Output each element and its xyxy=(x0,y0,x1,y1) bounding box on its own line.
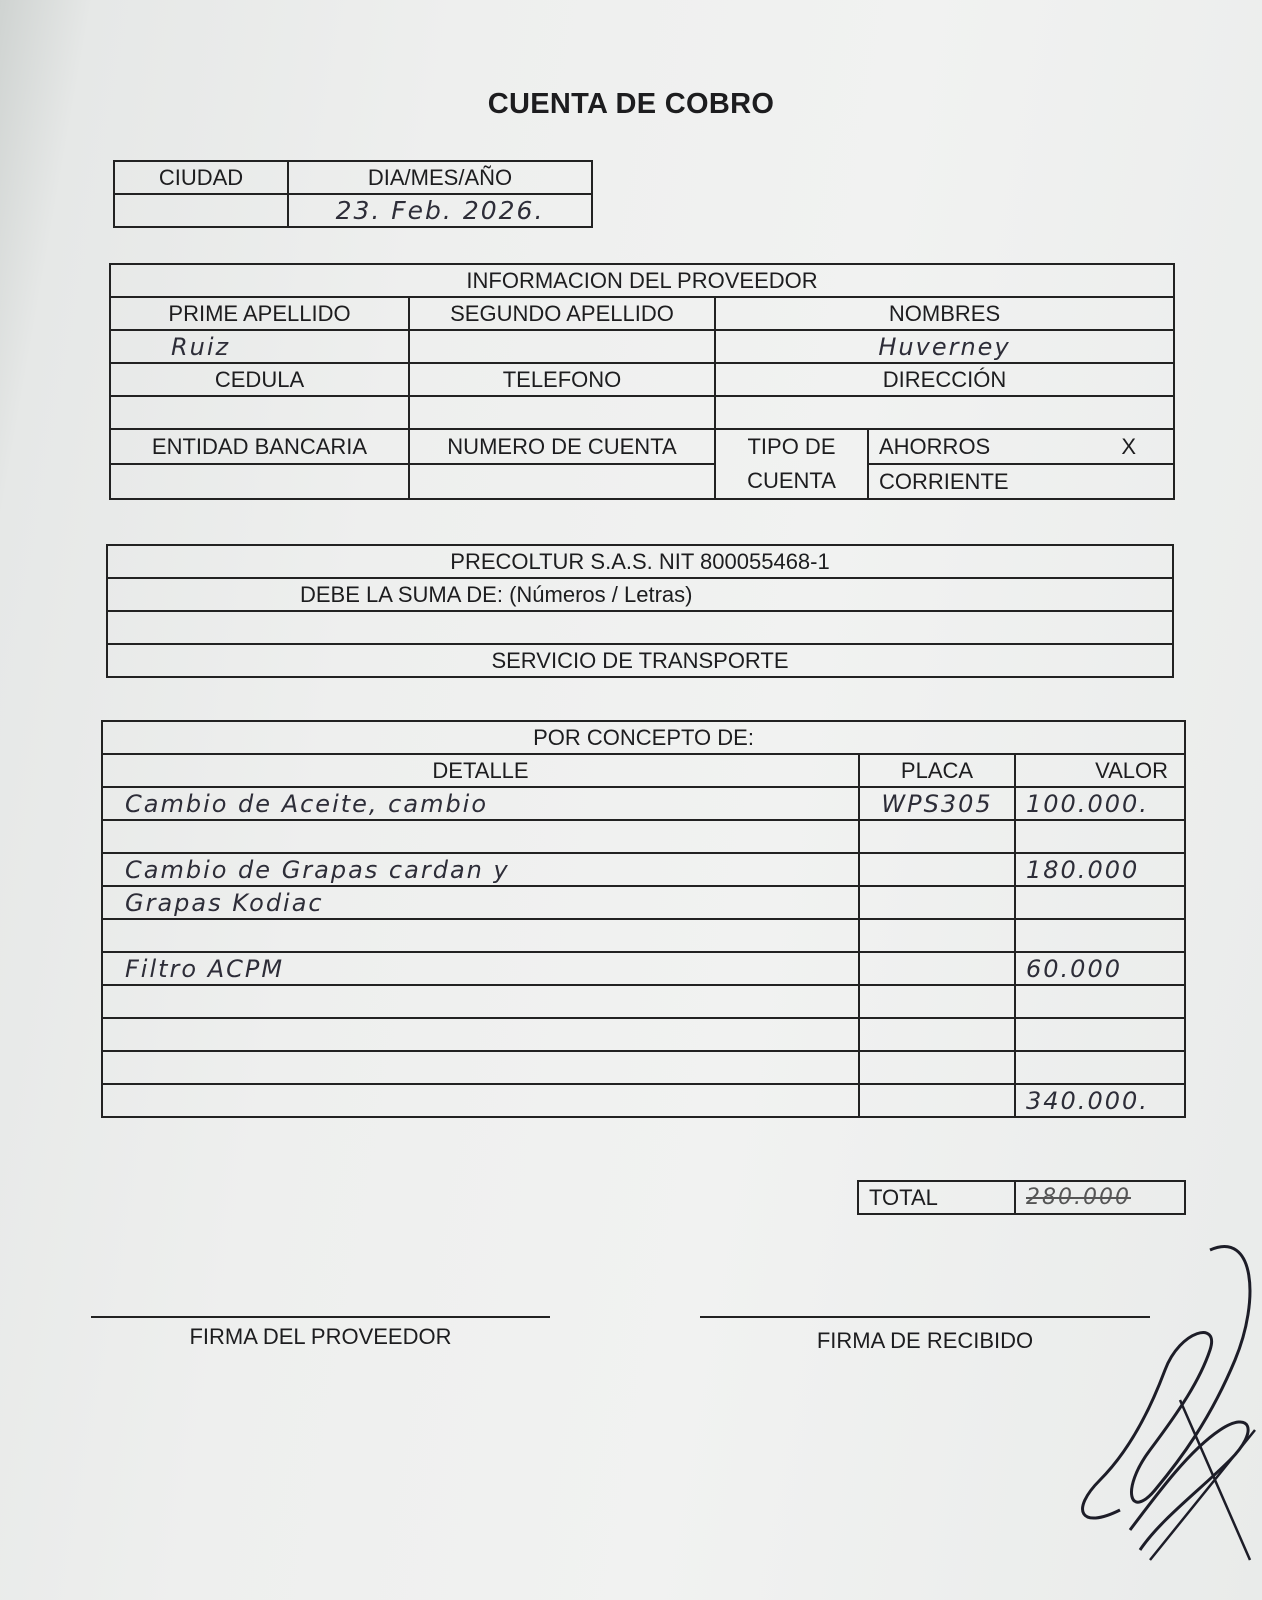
savings-row xyxy=(868,429,1174,464)
plate-label: PLACA xyxy=(859,754,1015,787)
concept-value-cell xyxy=(1015,820,1185,853)
concept-detail-cell xyxy=(102,1018,859,1051)
phone-value xyxy=(409,396,715,429)
first-surname-value: Ruiz xyxy=(110,330,409,363)
concept-plate-cell xyxy=(859,1051,1015,1084)
table-row xyxy=(102,787,1185,820)
concept-value-cell: 60.000 xyxy=(1015,952,1185,985)
concept-plate-cell xyxy=(859,919,1015,952)
date-label: DIA/MES/AÑO xyxy=(288,161,592,194)
concept-value-cell xyxy=(1015,985,1185,1018)
service-line: SERVICIO DE TRANSPORTE xyxy=(107,644,1173,677)
account-number-label: NUMERO DE CUENTA xyxy=(409,429,715,464)
account-number-value xyxy=(409,464,715,499)
city-value xyxy=(114,194,288,227)
table-row xyxy=(102,853,1185,886)
address-value xyxy=(715,396,1174,429)
concept-plate-cell xyxy=(859,985,1015,1018)
phone-label: TELEFONO xyxy=(409,363,715,396)
second-surname-value xyxy=(409,330,715,363)
concept-value-cell xyxy=(1015,919,1185,952)
company-line: PRECOLTUR S.A.S. NIT 800055468-1 xyxy=(107,545,1173,578)
concept-value-cell: 180.000 xyxy=(1015,853,1185,886)
table-row xyxy=(102,919,1185,952)
value-label: VALOR xyxy=(1015,754,1185,787)
date-value: 23. Feb. 2026. xyxy=(288,194,592,227)
concept-plate-cell xyxy=(859,820,1015,853)
concept-detail-cell: Grapas Kodiac xyxy=(102,886,859,919)
savings-label: AHORROS xyxy=(879,433,991,459)
concept-header: POR CONCEPTO DE: xyxy=(102,721,1185,754)
concept-value-cell xyxy=(1015,1018,1185,1051)
bank-label: ENTIDAD BANCARIA xyxy=(110,429,409,464)
provider-header: INFORMACION DEL PROVEEDOR xyxy=(110,264,1174,297)
concept-plate-cell xyxy=(859,886,1015,919)
table-row xyxy=(102,820,1185,853)
concept-plate-cell: WPS305 xyxy=(859,787,1015,820)
table-row xyxy=(102,985,1185,1018)
concept-detail-cell: Cambio de Grapas cardan y xyxy=(102,853,859,886)
concept-detail-cell xyxy=(102,985,859,1018)
checking-label: CORRIENTE xyxy=(868,464,1174,499)
concept-detail-cell xyxy=(102,1084,859,1117)
date-table xyxy=(113,160,593,228)
concept-value-cell: 340.000. xyxy=(1015,1084,1185,1117)
concept-plate-cell xyxy=(859,1018,1015,1051)
concept-plate-cell xyxy=(859,1084,1015,1117)
concept-detail-cell: Filtro ACPM xyxy=(102,952,859,985)
concept-detail-cell xyxy=(102,820,859,853)
handwritten-signature xyxy=(1060,1230,1260,1580)
first-surname-label: PRIME APELLIDO xyxy=(110,297,409,330)
names-value: Huverney xyxy=(715,330,1174,363)
concept-value-cell: 100.000. xyxy=(1015,787,1185,820)
total-label: TOTAL xyxy=(858,1181,1015,1214)
provider-signature-label: FIRMA DEL PROVEEDOR xyxy=(189,1324,452,1349)
concept-plate-cell xyxy=(859,952,1015,985)
concept-detail-cell xyxy=(102,919,859,952)
concept-value-cell xyxy=(1015,886,1185,919)
table-row xyxy=(102,1084,1185,1117)
owes-value xyxy=(107,611,1173,644)
account-type-label: TIPO DE CUENTA xyxy=(715,429,868,499)
city-label: CIUDAD xyxy=(114,161,288,194)
bank-value xyxy=(110,464,409,499)
total-struck-value: 280.000 xyxy=(1015,1181,1185,1214)
table-row xyxy=(102,886,1185,919)
table-row xyxy=(102,952,1185,985)
received-signature-label: FIRMA DE RECIBIDO xyxy=(816,1328,1034,1353)
total-table xyxy=(857,1180,1186,1215)
provider-signature-line xyxy=(91,1316,550,1318)
table-row xyxy=(102,1051,1185,1084)
address-label: DIRECCIÓN xyxy=(715,363,1174,396)
debtor-table xyxy=(106,544,1174,678)
document-title: CUENTA DE COBRO xyxy=(487,88,775,120)
savings-mark: X xyxy=(1121,433,1137,459)
provider-table xyxy=(109,263,1175,500)
id-label: CEDULA xyxy=(110,363,409,396)
concept-detail-cell xyxy=(102,1051,859,1084)
detail-label: DETALLE xyxy=(102,754,859,787)
concept-table xyxy=(101,720,1186,1118)
concept-detail-cell: Cambio de Aceite, cambio xyxy=(102,787,859,820)
id-value xyxy=(110,396,409,429)
names-label: NOMBRES xyxy=(715,297,1174,330)
table-row xyxy=(102,1018,1185,1051)
concept-plate-cell xyxy=(859,853,1015,886)
owes-label: DEBE LA SUMA DE: (Números / Letras) xyxy=(107,578,1173,611)
concept-value-cell xyxy=(1015,1051,1185,1084)
second-surname-label: SEGUNDO APELLIDO xyxy=(409,297,715,330)
